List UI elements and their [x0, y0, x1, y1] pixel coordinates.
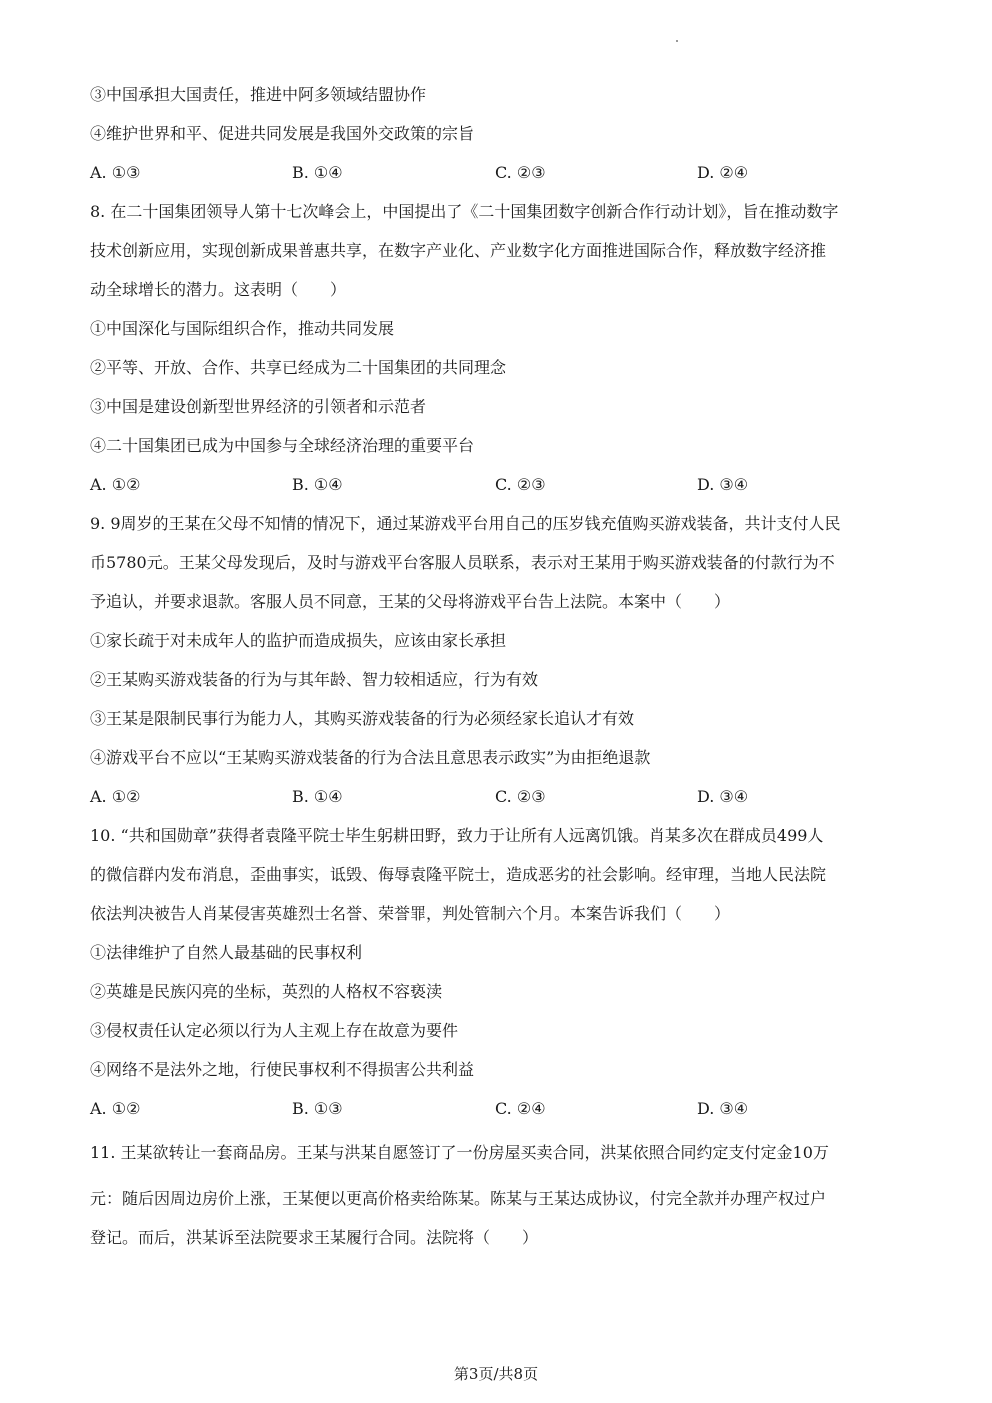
q10-statement-4: ④网络不是法外之地，行使民事权利不得损害公共利益 [90, 1060, 475, 1079]
q9-option-b[interactable]: B. ①④ [292, 787, 343, 806]
q9-statement-1: ①家长疏于对未成年人的监护而造成损失，应该由家长承担 [90, 631, 507, 650]
q9-option-c[interactable]: C. ②③ [495, 787, 546, 806]
q10-statement-1: ①法律维护了自然人最基础的民事权利 [90, 943, 363, 962]
q9-options [90, 787, 850, 807]
q8-statement-3: ③中国是建设创新型世界经济的引领者和示范者 [90, 397, 427, 416]
q8-statement-1: ①中国深化与国际组织合作，推动共同发展 [90, 319, 395, 338]
q7-option-c[interactable]: C. ②③ [495, 163, 546, 182]
q7-option-b[interactable]: B. ①④ [292, 163, 343, 182]
q9-statement-4: ④游戏平台不应以“王某购买游戏装备的行为合法且意思表示政实”为由拒绝退款 [90, 748, 651, 767]
q10-options [90, 1099, 850, 1119]
q8-option-a[interactable]: A. ①② [90, 475, 141, 494]
q7-option-a[interactable]: A. ①③ [90, 163, 141, 182]
q8-options [90, 475, 850, 495]
q10-stem-line-3: 依法判决被告人肖某侵害英雄烈士名誉、荣誉罪，判处管制六个月。本案告诉我们（ ） [90, 904, 731, 923]
q11-stem-line-2: 元：随后因周边房价上涨，王某便以更高价格卖给陈某。陈某与王某达成协议，付完全款并办理产权过户 [90, 1189, 827, 1208]
q7-option-d[interactable]: D. ②④ [697, 163, 749, 182]
q11-stem-line-3: 登记。而后，洪某诉至法院要求王某履行合同。法院将（ ） [90, 1228, 539, 1247]
q10-stem-line-1: 10. “共和国勋章”获得者袁隆平院士毕生躬耕田野，致力于让所有人远离饥饿。肖某多次在群成员499人 [90, 826, 824, 845]
q10-option-a[interactable]: A. ①② [90, 1099, 141, 1118]
q9-statement-3: ③王某是限制民事行为能力人，其购买游戏装备的行为必须经家长追认才有效 [90, 709, 635, 728]
q10-option-c[interactable]: C. ②④ [495, 1099, 546, 1118]
q9-option-a[interactable]: A. ①② [90, 787, 141, 806]
q8-statement-4: ④二十国集团已成为中国参与全球经济治理的重要平台 [90, 436, 475, 455]
q9-stem-line-2: 币5780元。王某父母发现后，及时与游戏平台客服人员联系，表示对王某用于购买游戏装备的付款行为不 [90, 553, 835, 572]
q9-stem-line-1: 9. 9周岁的王某在父母不知情的情况下，通过某游戏平台用自己的压岁钱充值购买游戏装备，共计支付人民 [90, 514, 841, 533]
q10-statement-3: ③侵权责任认定必须以行为人主观上存在故意为要件 [90, 1021, 459, 1040]
q9-stem-line-3: 予追认，并要求退款。客服人员不同意，王某的父母将游戏平台告上法院。本案中（ ） [90, 592, 731, 611]
q9-statement-2: ②王某购买游戏装备的行为与其年龄、智力较相适应，行为有效 [90, 670, 539, 689]
q7-statement-3: ③中国承担大国责任，推进中阿多领域结盟协作 [90, 85, 427, 104]
q10-stem-line-2: 的微信群内发布消息，歪曲事实，诋毁、侮辱袁隆平院士，造成恶劣的社会影响。经审理，当地人民法院 [90, 865, 827, 884]
q8-stem-line-2: 技术创新应用，实现创新成果普惠共享，在数字产业化、产业数字化方面推进国际合作，释放数字经济推 [90, 241, 827, 260]
q10-option-d[interactable]: D. ③④ [697, 1099, 749, 1118]
scan-speck [676, 40, 678, 42]
q9-option-d[interactable]: D. ③④ [697, 787, 749, 806]
q10-statement-2: ②英雄是民族闪亮的坐标，英烈的人格权不容亵渎 [90, 982, 443, 1001]
page-number: 第3页/共8页 [453, 1365, 539, 1383]
q8-statement-2: ②平等、开放、合作、共享已经成为二十国集团的共同理念 [90, 358, 507, 377]
q8-option-c[interactable]: C. ②③ [495, 475, 546, 494]
q11-stem-line-1: 11. 王某欲转让一套商品房。王某与洪某自愿签订了一份房屋买卖合同，洪某依照合同约定支付定金10万 [90, 1143, 829, 1162]
q10-option-b[interactable]: B. ①③ [292, 1099, 343, 1118]
q8-stem-line-3: 动全球增长的潜力。这表明（ ） [90, 280, 347, 299]
q8-option-b[interactable]: B. ①④ [292, 475, 343, 494]
q7-statement-4: ④维护世界和平、促进共同发展是我国外交政策的宗旨 [90, 124, 475, 143]
q7-options [90, 163, 850, 183]
q8-option-d[interactable]: D. ③④ [697, 475, 749, 494]
q8-stem-line-1: 8. 在二十国集团领导人第十七次峰会上，中国提出了《二十国集团数字创新合作行动计划》，旨在推动数字 [90, 202, 839, 221]
